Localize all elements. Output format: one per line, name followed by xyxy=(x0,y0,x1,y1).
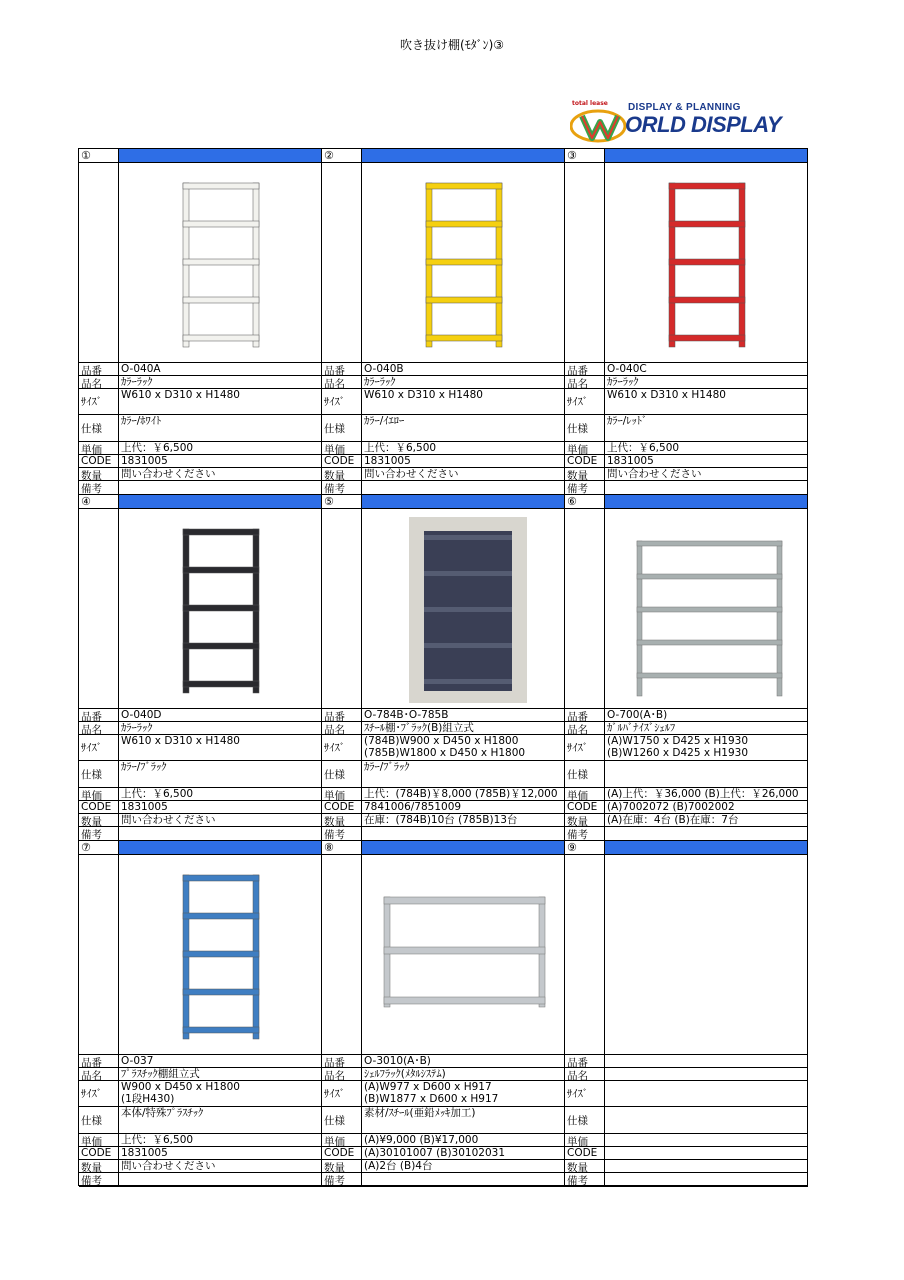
value-tanka xyxy=(605,1134,808,1147)
label-code: CODE xyxy=(79,801,119,814)
value-shiyo xyxy=(605,761,808,788)
label-shiyo: 仕様 xyxy=(322,415,362,442)
label-suryo: 数量 xyxy=(79,814,119,827)
value-hinmei: ｶﾗｰﾗｯｸ xyxy=(119,376,322,389)
label-hinban: 品番 xyxy=(322,709,362,722)
product-photo xyxy=(119,855,322,1055)
value-tanka: 上代：￥6,500 xyxy=(119,1134,322,1147)
value-biko xyxy=(605,481,808,495)
size-line: (A)W1750 x D425 x H1930 xyxy=(607,735,749,747)
item-number-text: ④ xyxy=(81,495,91,508)
value-suryo: 問い合わせください xyxy=(119,814,322,827)
value-suryo: (A)2台 (B)4台 xyxy=(362,1160,565,1173)
item-number-text: ① xyxy=(81,149,91,162)
label-shiyo: 仕様 xyxy=(565,761,605,788)
label-tanka: 単価 xyxy=(565,788,605,801)
value-code: 1831005 xyxy=(119,801,322,814)
label-size: ｻｲｽﾞ xyxy=(565,389,605,415)
item-number-text: ③ xyxy=(567,149,577,162)
label-shiyo: 仕様 xyxy=(79,1107,119,1134)
header-bar xyxy=(362,841,565,855)
label-shiyo: 仕様 xyxy=(565,415,605,442)
label-code: CODE xyxy=(565,455,605,468)
header-bar xyxy=(605,841,808,855)
logo-tagline: DISPLAY & PLANNING xyxy=(628,102,741,113)
value-size xyxy=(362,1081,565,1107)
label-hinban: 品番 xyxy=(565,709,605,722)
value-suryo: 問い合わせください xyxy=(119,468,322,481)
label-suryo: 数量 xyxy=(79,468,119,481)
value-code: 1831005 xyxy=(119,455,322,468)
value-shiyo: ｶﾗｰ/ﾌﾞﾗｯｸ xyxy=(119,761,322,788)
label-size: ｻｲｽﾞ xyxy=(79,735,119,761)
value-suryo: 問い合わせください xyxy=(119,1160,322,1173)
label-hinban: 品番 xyxy=(565,363,605,376)
value-hinmei: ｶﾞﾙﾊﾞﾅｲｽﾞｼｪﾙﾌ xyxy=(605,722,808,735)
shelf-photo-icon xyxy=(364,165,564,361)
value-size xyxy=(119,1081,322,1107)
label-hinmei: 品名 xyxy=(565,722,605,735)
label-hinmei: 品名 xyxy=(565,1068,605,1081)
value-tanka: 上代：(784B)￥8,000 (785B)￥12,000 xyxy=(362,788,565,801)
label-shiyo: 仕様 xyxy=(79,415,119,442)
value-biko xyxy=(362,1173,565,1187)
value-shiyo: ｶﾗｰ/ｲｴﾛｰ xyxy=(362,415,565,442)
value-code: 1831005 xyxy=(605,455,808,468)
value-shiyo: 素材/ｽﾁｰﾙ(亜鉛ﾒｯｷ加工) xyxy=(362,1107,565,1134)
label-hinban: 品番 xyxy=(79,709,119,722)
photo-left-margin xyxy=(322,509,362,709)
label-size: ｻｲｽﾞ xyxy=(565,1081,605,1107)
value-code: (A)30101007 (B)30102031 xyxy=(362,1147,565,1160)
value-shiyo: ｶﾗｰ/ﾌﾞﾗｯｸ xyxy=(362,761,565,788)
size-line: (1段H430) xyxy=(121,1093,175,1105)
value-biko xyxy=(362,481,565,495)
header-bar xyxy=(605,495,808,509)
label-biko: 備考 xyxy=(565,1173,605,1187)
label-suryo: 数量 xyxy=(322,1160,362,1173)
label-size: ｻｲｽﾞ xyxy=(79,1081,119,1107)
label-hinban: 品番 xyxy=(79,363,119,376)
value-hinmei: ｼｪﾙﾌﾗｯｸ(ﾒﾀﾙｼｽﾃﾑ) xyxy=(362,1068,565,1081)
product-photo xyxy=(362,509,565,709)
label-hinmei: 品名 xyxy=(79,722,119,735)
label-shiyo: 仕様 xyxy=(79,761,119,788)
value-shiyo: ｶﾗｰ/ﾚｯﾄﾞ xyxy=(605,415,808,442)
shelf-photo-icon xyxy=(607,511,807,707)
size-line: (B)W1260 x D425 x H1930 xyxy=(607,747,749,759)
value-hinmei: ｶﾗｰﾗｯｸ xyxy=(119,722,322,735)
photo-left-margin xyxy=(322,855,362,1055)
label-code: CODE xyxy=(79,455,119,468)
header-bar xyxy=(119,841,322,855)
header-bar xyxy=(362,149,565,163)
label-hinmei: 品名 xyxy=(79,1068,119,1081)
label-tanka: 単価 xyxy=(79,442,119,455)
label-biko: 備考 xyxy=(565,827,605,841)
size-line: W610 x D310 x H1480 xyxy=(607,389,726,401)
header-bar xyxy=(119,149,322,163)
photo-left-margin xyxy=(79,509,119,709)
product-photo xyxy=(362,163,565,363)
value-size xyxy=(119,389,322,415)
value-size xyxy=(119,735,322,761)
label-shiyo: 仕様 xyxy=(322,761,362,788)
logo-brand: ORLD DISPLAY xyxy=(625,112,782,137)
value-tanka: (A)¥9,000 (B)¥17,000 xyxy=(362,1134,565,1147)
value-size xyxy=(605,389,808,415)
value-tanka: 上代：￥6,500 xyxy=(605,442,808,455)
value-hinmei: ｽﾁｰﾙ棚･ﾌﾞﾗｯｸ(B)組立式 xyxy=(362,722,565,735)
size-line: (785B)W1800 x D450 x H1800 xyxy=(364,747,526,759)
label-biko: 備考 xyxy=(79,1173,119,1187)
value-hinmei: ｶﾗｰﾗｯｸ xyxy=(362,376,565,389)
value-size xyxy=(362,735,565,761)
value-hinban: O-040D xyxy=(119,709,322,722)
header-bar xyxy=(362,495,565,509)
shelf-photo-icon xyxy=(364,857,564,1053)
value-biko xyxy=(362,827,565,841)
value-size xyxy=(605,1081,808,1107)
company-logo xyxy=(570,100,810,142)
photo-left-margin xyxy=(565,509,605,709)
item-number-text: ② xyxy=(324,149,334,162)
product-photo xyxy=(119,163,322,363)
value-code: (A)7002072 (B)7002002 xyxy=(605,801,808,814)
item-number xyxy=(79,495,119,509)
item-number xyxy=(322,149,362,163)
label-biko: 備考 xyxy=(79,481,119,495)
label-tanka: 単価 xyxy=(322,788,362,801)
shelf-photo-icon xyxy=(364,511,564,707)
value-hinban: O-040C xyxy=(605,363,808,376)
header-bar xyxy=(605,149,808,163)
value-biko xyxy=(119,1173,322,1187)
product-photo xyxy=(605,855,808,1055)
shelf-photo-icon xyxy=(121,511,321,707)
label-hinban: 品番 xyxy=(322,1055,362,1068)
shelf-photo-icon xyxy=(121,857,321,1053)
product-photo xyxy=(605,509,808,709)
product-grid xyxy=(78,148,808,1186)
value-suryo: 在庫：(784B)10台 (785B)13台 xyxy=(362,814,565,827)
label-code: CODE xyxy=(322,455,362,468)
label-code: CODE xyxy=(79,1147,119,1160)
value-hinban: O-040B xyxy=(362,363,565,376)
label-biko: 備考 xyxy=(322,827,362,841)
value-tanka: 上代：￥6,500 xyxy=(119,788,322,801)
size-line: (B)W1877 x D600 x H917 xyxy=(364,1093,499,1105)
value-shiyo: ｶﾗｰ/ﾎﾜｲﾄ xyxy=(119,415,322,442)
value-shiyo: 本体/特殊ﾌﾟﾗｽﾁｯｸ xyxy=(119,1107,322,1134)
value-hinban: O-040A xyxy=(119,363,322,376)
value-hinmei: ｶﾗｰﾗｯｸ xyxy=(605,376,808,389)
label-code: CODE xyxy=(322,1147,362,1160)
value-suryo xyxy=(605,1160,808,1173)
value-suryo: (A)在庫：4台 (B)在庫：7台 xyxy=(605,814,808,827)
photo-left-margin xyxy=(322,163,362,363)
label-hinmei: 品名 xyxy=(79,376,119,389)
item-number xyxy=(79,841,119,855)
shelf-photo-icon xyxy=(607,165,807,361)
item-number xyxy=(565,495,605,509)
label-size: ｻｲｽﾞ xyxy=(322,735,362,761)
label-suryo: 数量 xyxy=(322,468,362,481)
label-code: CODE xyxy=(565,801,605,814)
label-hinmei: 品名 xyxy=(565,376,605,389)
label-tanka: 単価 xyxy=(565,1134,605,1147)
label-tanka: 単価 xyxy=(79,788,119,801)
value-suryo: 問い合わせください xyxy=(362,468,565,481)
value-hinban: O-3010(A･B) xyxy=(362,1055,565,1068)
label-biko: 備考 xyxy=(79,827,119,841)
label-suryo: 数量 xyxy=(565,1160,605,1173)
label-suryo: 数量 xyxy=(565,814,605,827)
value-tanka: (A)上代：￥36,000 (B)上代：￥26,000 xyxy=(605,788,808,801)
label-size: ｻｲｽﾞ xyxy=(79,389,119,415)
product-photo xyxy=(119,509,322,709)
item-number-text: ⑦ xyxy=(81,841,91,854)
label-shiyo: 仕様 xyxy=(322,1107,362,1134)
value-biko xyxy=(605,1173,808,1187)
value-hinban: O-700(A･B) xyxy=(605,709,808,722)
photo-left-margin xyxy=(565,855,605,1055)
photo-left-margin xyxy=(79,855,119,1055)
label-biko: 備考 xyxy=(565,481,605,495)
value-biko xyxy=(119,827,322,841)
value-code xyxy=(605,1147,808,1160)
value-hinmei xyxy=(605,1068,808,1081)
item-number xyxy=(79,149,119,163)
product-photo xyxy=(605,163,808,363)
value-hinban: O-037 xyxy=(119,1055,322,1068)
label-suryo: 数量 xyxy=(565,468,605,481)
item-number xyxy=(565,841,605,855)
value-shiyo xyxy=(605,1107,808,1134)
value-code: 1831005 xyxy=(362,455,565,468)
header-bar xyxy=(119,495,322,509)
label-hinmei: 品名 xyxy=(322,376,362,389)
label-tanka: 単価 xyxy=(79,1134,119,1147)
label-biko: 備考 xyxy=(322,481,362,495)
value-size xyxy=(362,389,565,415)
size-line: W610 x D310 x H1480 xyxy=(121,735,240,747)
label-shiyo: 仕様 xyxy=(565,1107,605,1134)
item-number xyxy=(565,149,605,163)
photo-left-margin xyxy=(565,163,605,363)
label-size: ｻｲｽﾞ xyxy=(322,1081,362,1107)
label-size: ｻｲｽﾞ xyxy=(565,735,605,761)
item-number xyxy=(322,495,362,509)
label-suryo: 数量 xyxy=(79,1160,119,1173)
value-tanka: 上代：￥6,500 xyxy=(362,442,565,455)
value-tanka: 上代：￥6,500 xyxy=(119,442,322,455)
photo-left-margin xyxy=(79,163,119,363)
value-code: 1831005 xyxy=(119,1147,322,1160)
value-hinban xyxy=(605,1055,808,1068)
label-tanka: 単価 xyxy=(322,442,362,455)
value-biko xyxy=(119,481,322,495)
label-code: CODE xyxy=(565,1147,605,1160)
label-hinban: 品番 xyxy=(79,1055,119,1068)
value-code: 7841006/7851009 xyxy=(362,801,565,814)
value-hinban: O-784B･O-785B xyxy=(362,709,565,722)
size-line: W610 x D310 x H1480 xyxy=(121,389,240,401)
value-biko xyxy=(605,827,808,841)
label-tanka: 単価 xyxy=(565,442,605,455)
item-number-text: ⑤ xyxy=(324,495,334,508)
label-biko: 備考 xyxy=(322,1173,362,1187)
label-hinban: 品番 xyxy=(565,1055,605,1068)
item-number-text: ⑨ xyxy=(567,841,577,854)
shelf-photo-icon xyxy=(121,165,321,361)
size-line: (784B)W900 x D450 x H1800 xyxy=(364,735,519,747)
page-title: 吹き抜け棚(ﾓﾀﾞﾝ)③ xyxy=(399,38,505,52)
value-hinmei: ﾌﾟﾗｽﾁｯｸ棚組立式 xyxy=(119,1068,322,1081)
label-hinmei: 品名 xyxy=(322,722,362,735)
item-number-text: ⑧ xyxy=(324,841,334,854)
label-hinmei: 品名 xyxy=(322,1068,362,1081)
label-suryo: 数量 xyxy=(322,814,362,827)
value-suryo: 問い合わせください xyxy=(605,468,808,481)
label-size: ｻｲｽﾞ xyxy=(322,389,362,415)
product-photo xyxy=(362,855,565,1055)
label-hinban: 品番 xyxy=(322,363,362,376)
logo-mark-icon xyxy=(570,104,630,146)
label-code: CODE xyxy=(322,801,362,814)
size-line: W900 x D450 x H1800 xyxy=(121,1081,240,1093)
value-size xyxy=(605,735,808,761)
label-tanka: 単価 xyxy=(322,1134,362,1147)
item-number-text: ⑥ xyxy=(567,495,577,508)
logo-small-text: total lease xyxy=(572,100,608,107)
size-line: W610 x D310 x H1480 xyxy=(364,389,483,401)
item-number xyxy=(322,841,362,855)
size-line: (A)W977 x D600 x H917 xyxy=(364,1081,492,1093)
